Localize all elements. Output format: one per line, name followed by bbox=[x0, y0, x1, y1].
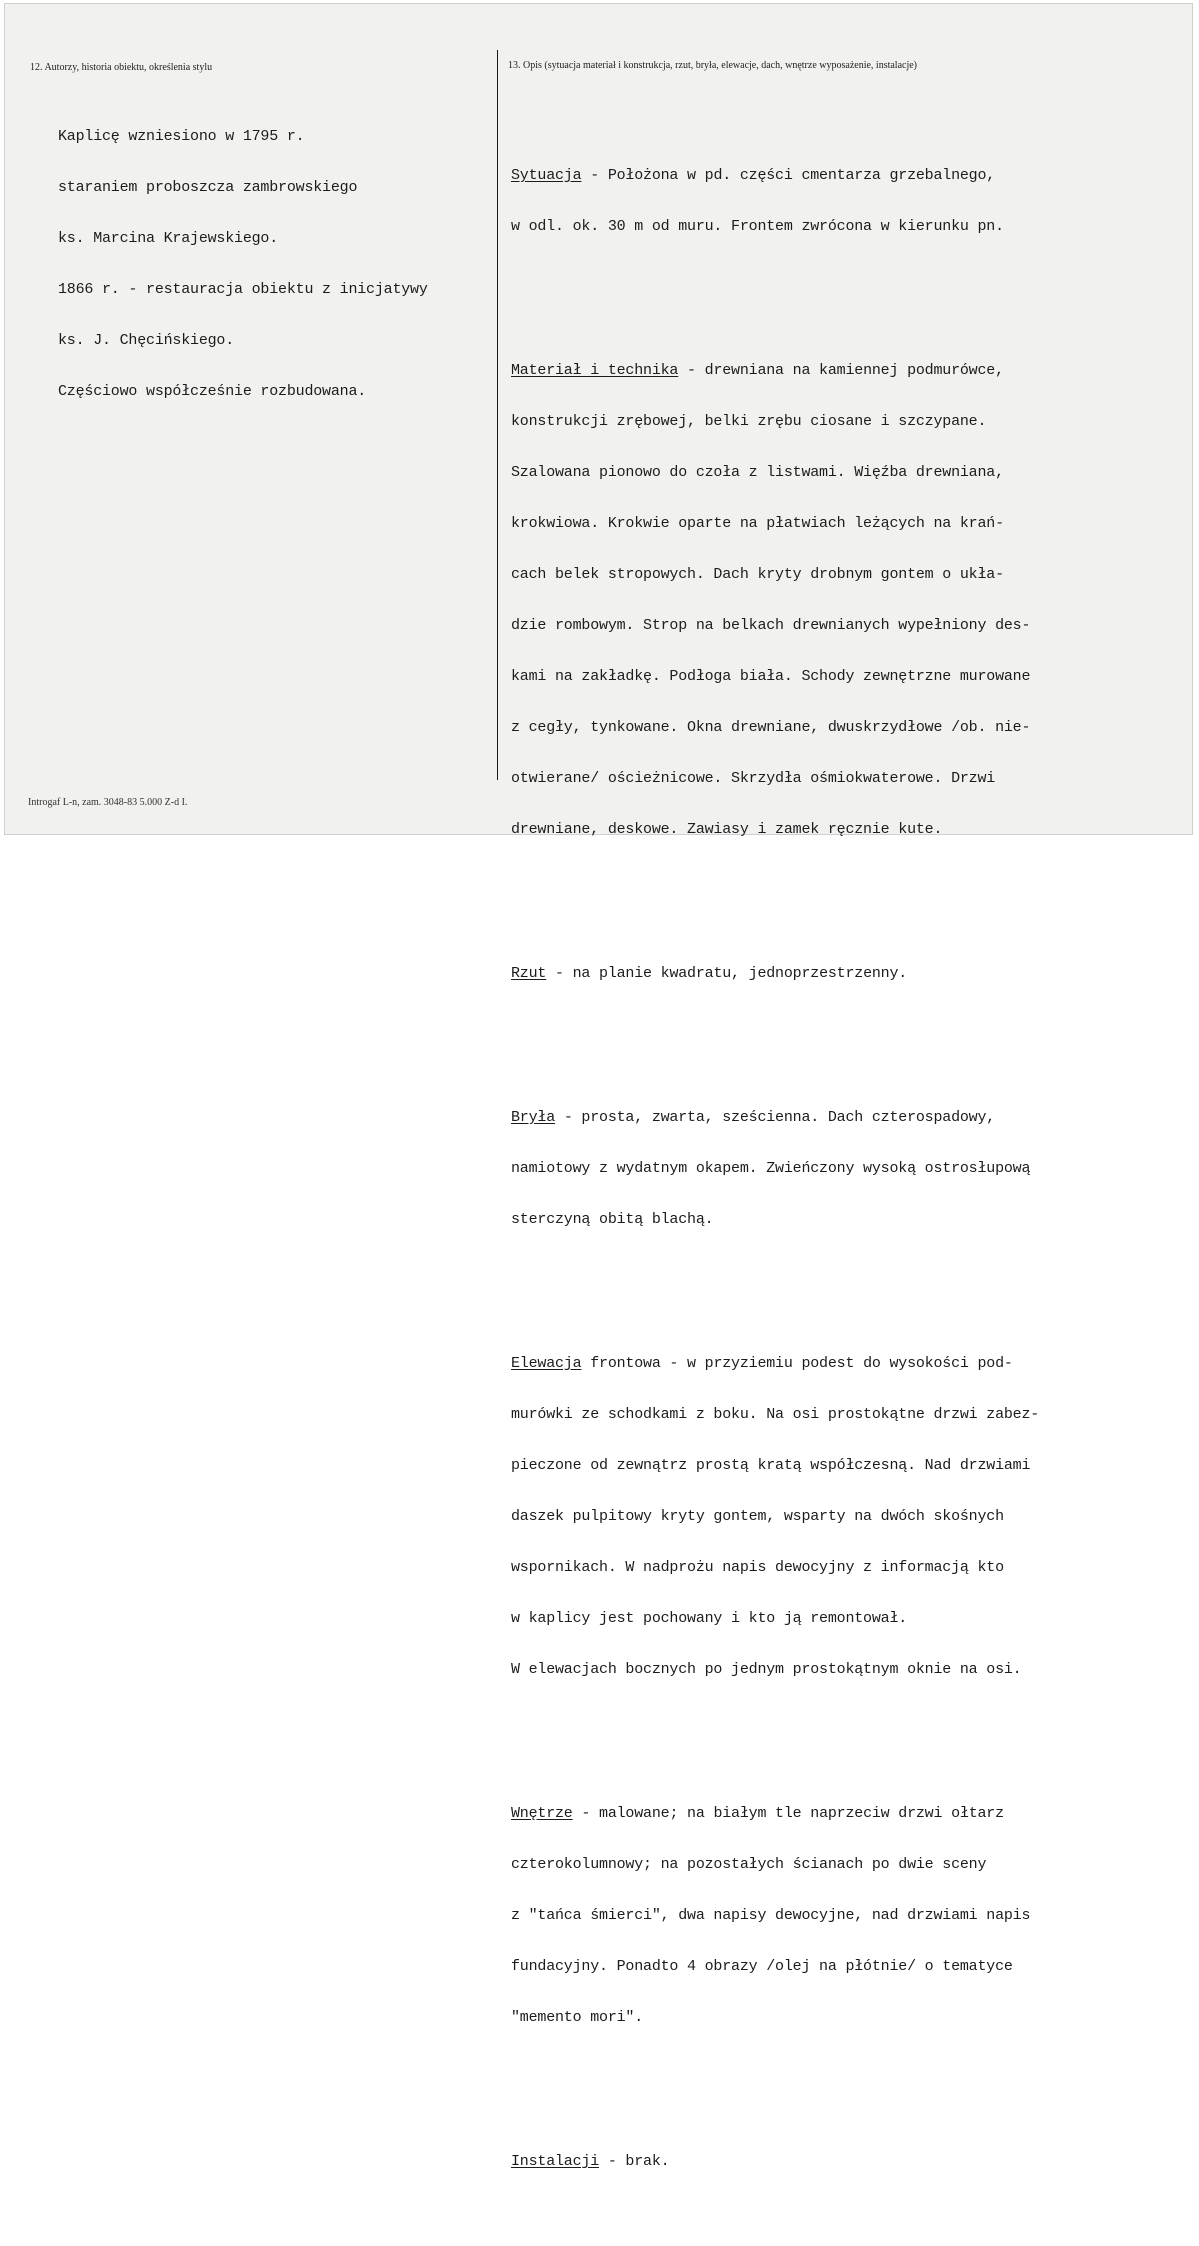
section-elewacja bbox=[511, 1321, 1039, 1712]
section-label: Elewacja bbox=[511, 1355, 582, 1372]
section-line: z cegły, tynkowane. Okna drewniane, dwuskrzydłowe /ob. nie- bbox=[511, 719, 1031, 736]
section-line: kami na zakładkę. Podłoga biała. Schody zewnętrzne murowane bbox=[511, 668, 1031, 685]
section-line: pieczone od zewnątrz prostą kratą współczesną. Nad drzwiami bbox=[511, 1457, 1031, 1474]
section-line: z "tańca śmierci", dwa napisy dewocyjne, nad drzwiami napis bbox=[511, 1907, 1031, 1924]
section-line: - drewniana na kamiennej podmurówce, bbox=[678, 362, 1004, 379]
right-section-heading: 13. Opis (sytuacja materiał i konstrukcja, rzut, bryła, elewacje, dach, wnętrze wyposażenie, instalacje) bbox=[508, 60, 917, 71]
description-text bbox=[511, 82, 1039, 2246]
section-line: "memento mori". bbox=[511, 2009, 644, 2026]
section-rzut bbox=[511, 931, 1039, 1016]
section-label: Materiał i technika bbox=[511, 362, 679, 379]
section-line: dzie rombowym. Strop na belkach drewnianych wypełniony des- bbox=[511, 617, 1031, 634]
section-line: namiotowy z wydatnym okapem. Zwieńczony wysoką ostrosłupową bbox=[511, 1160, 1031, 1177]
history-text bbox=[58, 94, 428, 417]
section-wnetrze bbox=[511, 1771, 1039, 2060]
section-label: Instalacji bbox=[511, 2153, 600, 2170]
section-line: drewniane, deskowe. Zawiasy i zamek ręcznie kute. bbox=[511, 821, 943, 838]
section-line: sterczyną obitą blachą. bbox=[511, 1211, 714, 1228]
section-line: daszek pulpitowy kryty gontem, wsparty na dwóch skośnych bbox=[511, 1508, 1004, 1525]
section-sytuacja bbox=[511, 133, 1039, 269]
column-divider bbox=[497, 50, 498, 780]
section-label: Bryła bbox=[511, 1109, 556, 1126]
section-line: otwierane/ ościeżnicowe. Skrzydła ośmiokwaterowe. Drzwi bbox=[511, 770, 996, 787]
left-section-heading: 12. Autorzy, historia obiektu, określenia stylu bbox=[30, 62, 213, 73]
section-line: fundacyjny. Ponadto 4 obrazy /olej na płótnie/ o tematyce bbox=[511, 1958, 1013, 1975]
history-line: Częściowo współcześnie rozbudowana. bbox=[58, 383, 367, 400]
section-line: - prosta, zwarta, sześcienna. Dach czterospadowy, bbox=[555, 1109, 996, 1126]
section-line: konstrukcji zrębowej, belki zrębu ciosane i szczypane. bbox=[511, 413, 987, 430]
history-line: ks. Marcina Krajewskiego. bbox=[58, 230, 279, 247]
section-line: frontowa - w przyziemiu podest do wysokości pod- bbox=[581, 1355, 1013, 1372]
history-line: staraniem proboszcza zambrowskiego bbox=[58, 179, 358, 196]
section-line: w kaplicy jest pochowany i kto ją remontował. bbox=[511, 1610, 908, 1627]
section-instalacji bbox=[511, 2119, 1039, 2204]
section-label: Rzut bbox=[511, 965, 547, 982]
history-line: Kaplicę wzniesiono w 1795 r. bbox=[58, 128, 305, 145]
section-label: Sytuacja bbox=[511, 167, 582, 184]
section-line: Szalowana pionowo do czoła z listwami. Więźba drewniana, bbox=[511, 464, 1004, 481]
section-line: cach belek stropowych. Dach kryty drobnym gontem o ukła- bbox=[511, 566, 1004, 583]
section-line: murówki ze schodkami z boku. Na osi prostokątne drzwi zabez- bbox=[511, 1406, 1040, 1423]
section-line: wspornikach. W nadprożu napis dewocyjny z informacją kto bbox=[511, 1559, 1004, 1576]
section-material bbox=[511, 328, 1039, 872]
history-line: ks. J. Chęcińskiego. bbox=[58, 332, 235, 349]
section-line: krokwiowa. Krokwie oparte na płatwiach leżących na krań- bbox=[511, 515, 1004, 532]
section-line: W elewacjach bocznych po jednym prostokątnym oknie na osi. bbox=[511, 1661, 1022, 1678]
print-note: Introgaf L-n, zam. 3048-83 5.000 Z-d I. bbox=[28, 797, 188, 808]
section-line: - malowane; na białym tle naprzeciw drzwi ołtarz bbox=[572, 1805, 1004, 1822]
section-line: w odl. ok. 30 m od muru. Frontem zwrócona w kierunku pn. bbox=[511, 218, 1004, 235]
section-label: Wnętrze bbox=[511, 1805, 573, 1822]
section-line: - brak. bbox=[599, 2153, 670, 2170]
section-line: - na planie kwadratu, jednoprzestrzenny. bbox=[546, 965, 908, 982]
section-line: - Położona w pd. części cmentarza grzebalnego, bbox=[581, 167, 996, 184]
history-line: 1866 r. - restauracja obiektu z inicjatywy bbox=[58, 281, 428, 298]
section-bryla bbox=[511, 1075, 1039, 1262]
section-line: czterokolumnowy; na pozostałych ścianach po dwie sceny bbox=[511, 1856, 987, 1873]
